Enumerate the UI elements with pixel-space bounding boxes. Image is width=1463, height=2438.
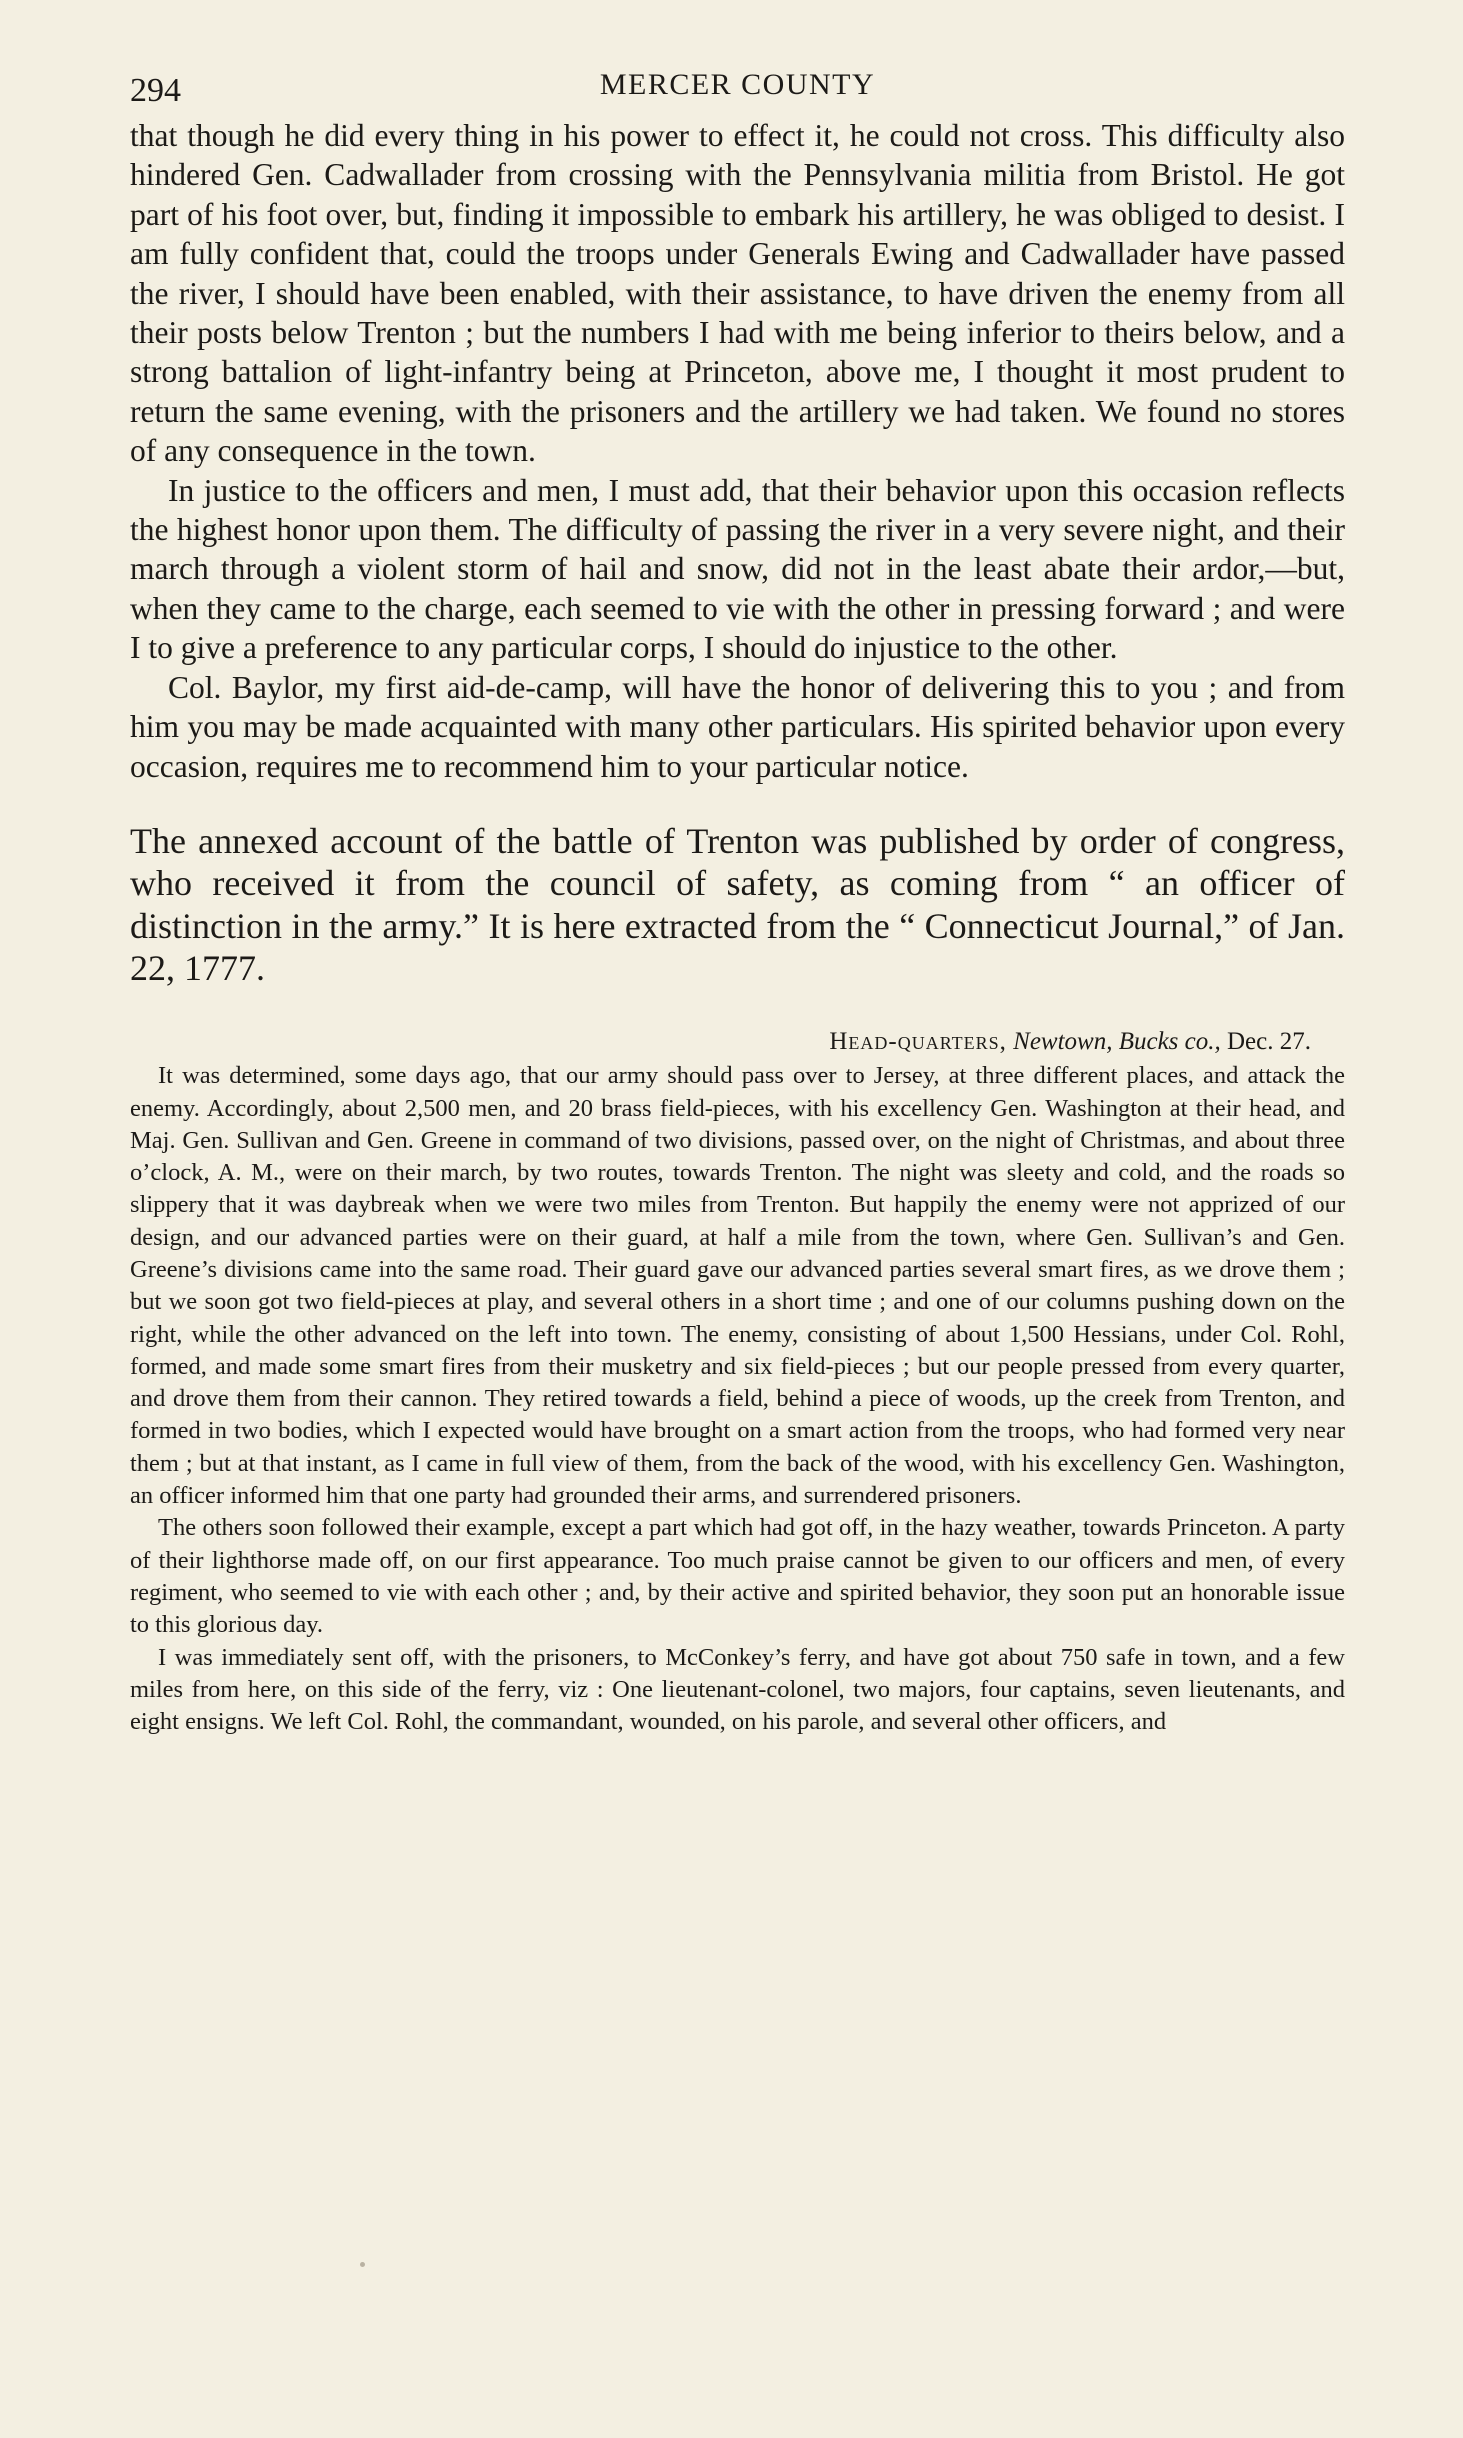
running-head [130, 60, 1345, 110]
letter-paragraph: In justice to the officers and men, I must add, that their behavior upon this occasion reflects the highest honor upon them. The difficulty of passing the river in a very severe night, and their march through a violent storm of hail and snow, did not in the least abate their ardor,—but, when they came to the charge, each seemed to vie with the other in pressing forward ; and were I to give a preference to any particular corps, I should do injustice to the other. [130, 472, 1345, 666]
dateline [130, 1026, 1345, 1058]
dispatch-paragraph: I was immediately sent off, with the prisoners, to McConkey’s ferry, and have got about 750 safe in town, and a few miles from here, on this side of the ferry, viz : One lieutenant-colonel, two majors, four captains, seven lieutenants, and eight ensigns. We left Col. Rohl, the commandant, wounded, on his parole, and several other officers, and [130, 1643, 1345, 1736]
dispatch-paragraph: It was determined, some days ago, that our army should pass over to Jersey, at three different places, and attack the enemy. Accordingly, about 2,500 men, and 20 brass field-pieces, with his excellency Gen. Washington at their head, and Maj. Gen. Sullivan and Gen. Greene in command of two divisions, passed over, on the night of Christmas, and about three o’clock, A. M., were on their march, by two routes, towards Trenton. The night was sleety and cold, and the roads so slippery that it was daybreak when we were two miles from Trenton. But happily the enemy were not apprized of our design, and our advanced parties were on their guard, at half a mile from the town, where Gen. Sullivan’s and Gen. Greene’s divisions came into the same road. Their guard gave our advanced parties several smart fires, as we drove them ; but we soon got two field-pieces at play, and several others in a short time ; and one of our columns pushing down on the right, while the other advanced on the left into town. The enemy, consisting of about 1,500 Hessians, under Col. Rohl, formed, and made some smart fires from their musketry and six field-pieces ; but our people pressed from every quarter, and drove them from their cannon. They retired towards a field, behind a piece of woods, up the creek from Trenton, and formed in two bodies, which I expected would have brought on a smart action from the troops, who had formed very near them ; but at that instant, as I came in full view of them, from the back of the wood, with his excellency Gen. Washington, an officer informed him that one party had grounded their arms, and surrendered prisoners. [130, 1062, 1345, 1510]
letter-text [130, 116, 1345, 786]
page-number: 294 [130, 72, 181, 109]
dateline-heading: Head-quarters, [829, 1027, 1007, 1055]
letter-paragraph: that though he did every thing in his power to effect it, he could not cross. This difficulty also hindered Gen. Cadwallader from crossing with the Pennsylvania militia from Bristol. He got part of his foot over, but, finding it impossible to embark his artillery, he was obliged to desist. I am fully confident that, could the troops under Generals Ewing and Cadwallader have passed the river, I should have been enabled, with their assistance, to have driven the enemy from all their posts below Trenton ; but the numbers I had with me being inferior to theirs below, and a strong battalion of light-infantry being at Princeton, above me, I thought it most prudent to return the same evening, with the prisoners and the artillery we had taken. We found no stores of any consequence in the town. [130, 118, 1345, 469]
intro-paragraph: The annexed account of the battle of Trenton was published by order of congress, who received it from the council of safety, as coming from “ an officer of distinction in the army.” It is here extracted from the “ Connecticut Journal,” of Jan. 22, 1777. [130, 820, 1345, 989]
dateline-place: Newtown, Bucks co., [1013, 1027, 1221, 1055]
paper-speck [360, 2262, 365, 2267]
book-page [130, 60, 1345, 1738]
letter-paragraph: Col. Baylor, my first aid-de-camp, will have the honor of delivering this to you ; and from him you may be made acquainted with many other particulars. His spirited behavior upon every occasion, requires me to recommend him to your particular notice. [130, 669, 1345, 784]
dateline-date: Dec. 27. [1227, 1027, 1311, 1055]
dispatch-paragraph: The others soon followed their example, except a part which had got off, in the hazy weather, towards Princeton. A party of their lighthorse made off, on our first appearance. Too much praise cannot be given to our officers and men, of every regiment, who seemed to vie with each other ; and, by their active and spirited behavior, they soon put an honorable issue to this glorious day. [130, 1514, 1345, 1639]
intro-section [130, 820, 1345, 990]
dispatch-section [130, 1026, 1345, 1739]
running-title: MERCER COUNTY [599, 68, 876, 101]
